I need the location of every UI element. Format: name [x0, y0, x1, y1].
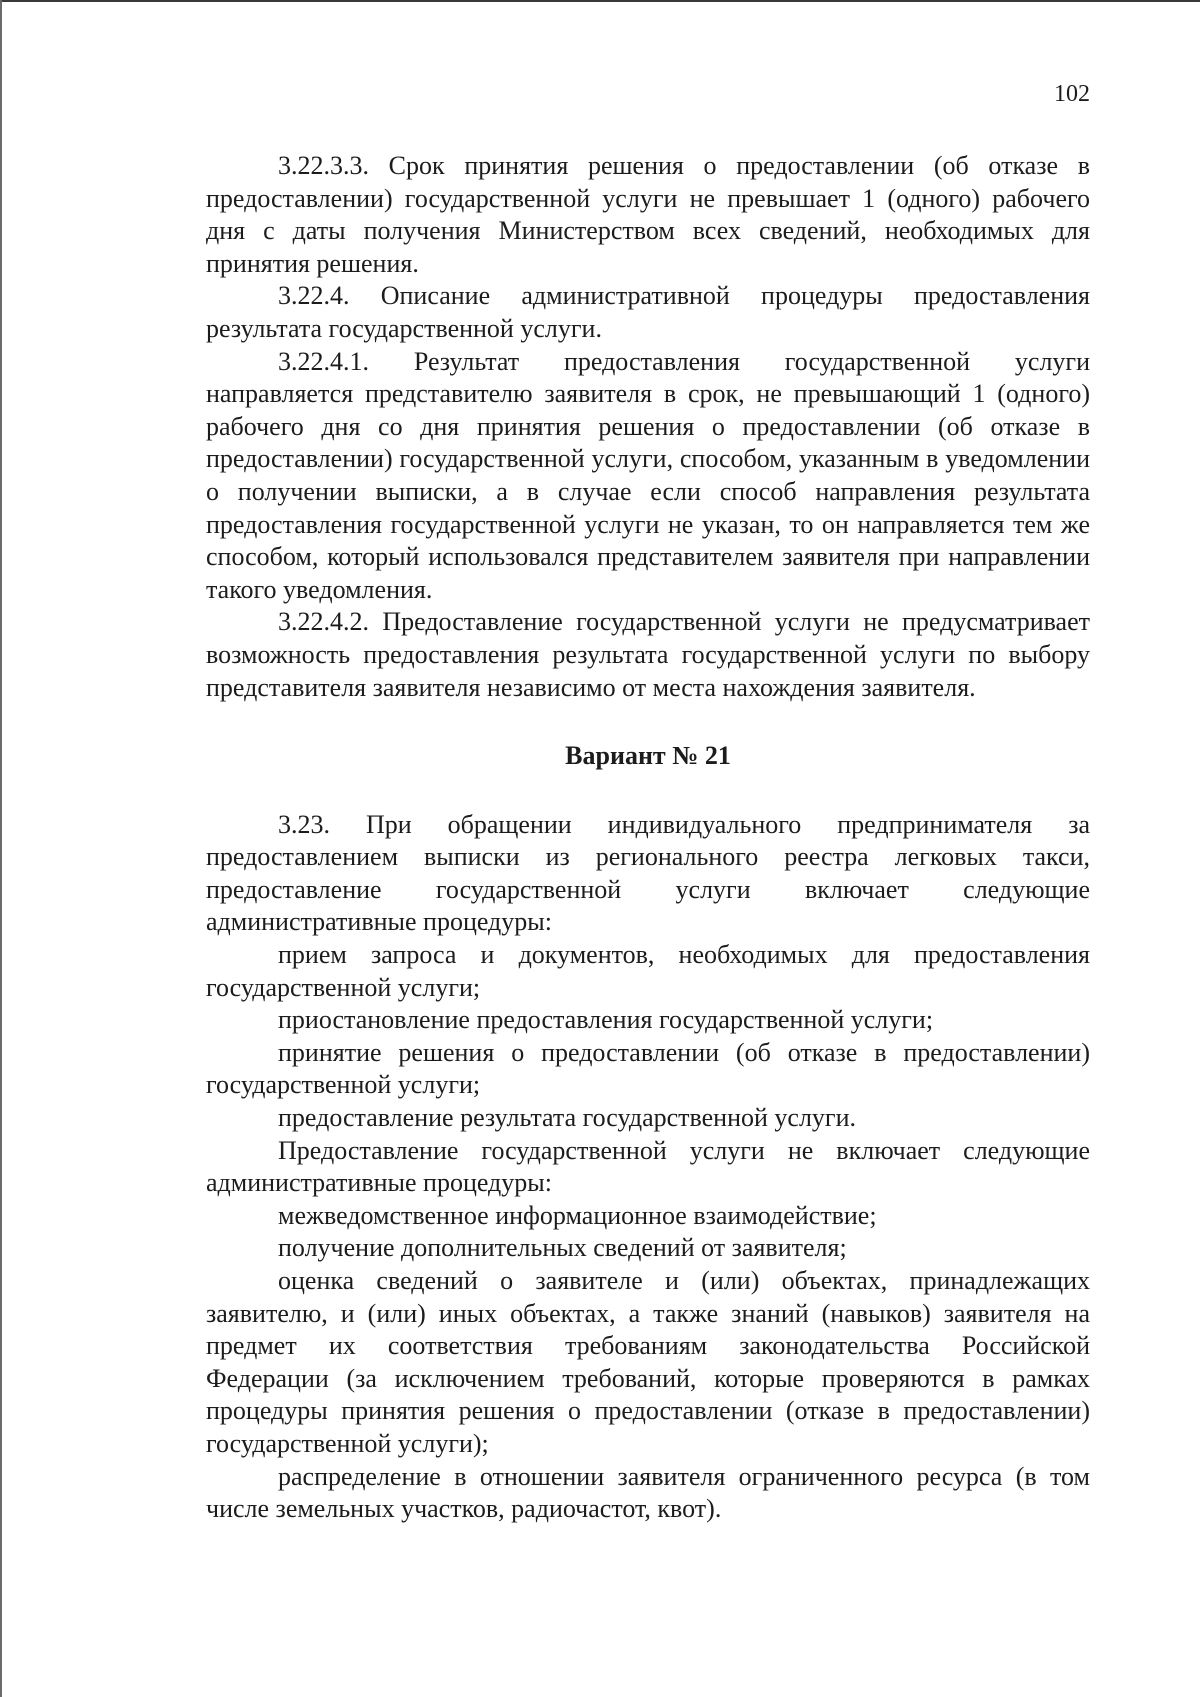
list-item: предоставление результата государственной услуги. — [278, 1103, 857, 1133]
page-number: 102 — [1054, 81, 1090, 107]
list-item: принятие решения о предоставлении (об отказе в предоставлении) государственной услуги; — [206, 1037, 1090, 1100]
document-body — [206, 150, 1090, 1526]
section-heading: Вариант № 21 — [565, 741, 731, 771]
list-item: получение дополнительных сведений от заявителя; — [278, 1233, 847, 1263]
list-item: прием запроса и документов, необходимых для предоставления государственной услуги; — [206, 940, 1090, 1002]
list-item: межведомственное информационное взаимодействие; — [278, 1200, 877, 1230]
paragraph-3-22-4-1: 3.22.4.1. Результат предоставления государственной услуги направляется представителю заявителя в срок, не превышающий 1 (одного) рабочего дня со дня принятия решения о предоставлении (об отказе в предоставлении) государственной услуги, способом, указанным в уведомлении о получении выписки, а в случае если способ направления результата предоставления государственной услуги не указан, то он направляется тем же способом, который использовался представителем заявителя при направлении такого уведомления. — [206, 346, 1090, 604]
paragraph-3-23: 3.23. При обращении индивидуального предпринимателя за предоставлением выписки из регионального реестра легковых такси, предоставление государственной услуги включает следующие административные процедуры: — [206, 809, 1090, 937]
list-item: распределение в отношении заявителя ограниченного ресурса (в том числе земельных участков, радиочастот, квот). — [206, 1461, 1090, 1524]
list-item: приостановление предоставления государственной услуги; — [278, 1005, 934, 1035]
list-item: оценка сведений о заявителе и (или) объектах, принадлежащих заявителю, и (или) иных объектах, а также знаний (навыков) заявителя на предмет их соответствия требованиям законодательства Российской Федерации (за исключением требований, которые проверяются в рамках процедуры принятия решения о предоставлении (отказе в предоставлении) государственной услуги); — [206, 1266, 1090, 1458]
paragraph-3-22-4-2: 3.22.4.2. Предоставление государственной услуги не предусматривает возможность предоставления результата государственной услуги по выбору представителя заявителя независимо от места нахождения заявителя. — [206, 607, 1090, 702]
paragraph-not-included: Предоставление государственной услуги не включает следующие административные процедуры: — [206, 1135, 1090, 1198]
paragraph-3-22-3-3: 3.22.3.3. Срок принятия решения о предоставлении (об отказе в предоставлении) государственной услуги не превышает 1 (одного) рабочего дня с даты получения Министерством всех сведений, необходимых для принятия решения. — [206, 151, 1090, 278]
paragraph-3-22-4: 3.22.4. Описание административной процедуры предоставления результата государственной услуги. — [206, 281, 1090, 343]
page-border-left — [0, 0, 2, 1697]
page-border-top — [0, 0, 1200, 2]
